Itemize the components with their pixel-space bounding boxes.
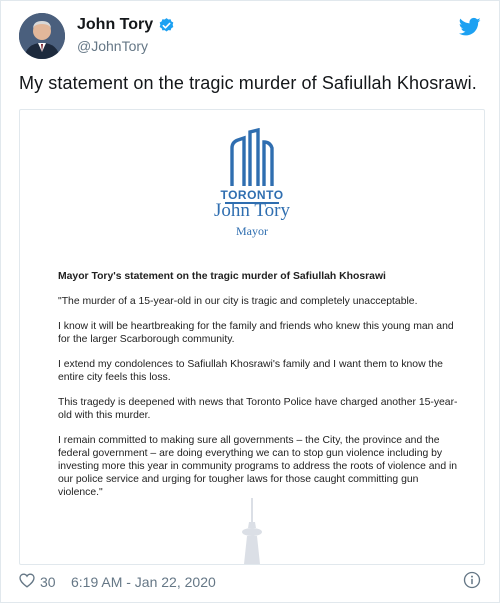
statement-title: Mayor Tory's statement on the tragic murder of Safiullah Khosrawi — [58, 271, 386, 282]
statement-paragraph: I know it will be heartbreaking for the family and friends who knew this young man and for the larger Scarborough community. — [58, 321, 454, 345]
statement-body — [58, 270, 458, 511]
timestamp[interactable]: 6:19 AM - Jan 22, 2020 — [71, 574, 216, 590]
tweet-text: My statement on the tragic murder of Safiullah Khosrawi. — [19, 73, 477, 93]
tweet-footer — [19, 571, 481, 593]
verified-badge-icon — [158, 17, 175, 34]
tweet-header — [19, 13, 481, 63]
display-name[interactable]: John Tory — [77, 16, 154, 33]
statement-image[interactable] — [19, 109, 485, 565]
toronto-logo-icon — [220, 128, 284, 188]
info-icon[interactable] — [463, 571, 481, 589]
statement-paragraph: I remain committed to making sure all governments – the City, the province and the federal government – are doing everything we can to stop gun violence including by investing more this year in community programs to address the roots of violence and in our police service and urging for tougher laws for those caught committing gun violence." — [58, 435, 458, 498]
author-info — [77, 16, 175, 54]
handle[interactable]: @JohnTory — [77, 38, 149, 54]
logo-wordmark: TORONTO — [220, 188, 284, 202]
heart-icon[interactable] — [19, 573, 35, 588]
signatory-role: Mayor — [236, 224, 268, 238]
statement-paragraph: "The murder of a 15-year-old in our city is tragic and completely unacceptable. — [58, 296, 418, 307]
twitter-bird-icon[interactable] — [459, 17, 481, 37]
avatar[interactable] — [19, 13, 65, 59]
signatory-name: John Tory — [214, 200, 290, 221]
statement-paragraph: I extend my condolences to Safiullah Khosrawi's family and I want them to know the entire city feels this loss. — [58, 359, 443, 383]
like-count[interactable]: 30 — [40, 574, 56, 590]
cn-tower-watermark-icon — [232, 498, 272, 564]
statement-paragraph: This tragedy is deepened with news that Toronto Police have charged another 15-year-old with this murder. — [58, 397, 458, 421]
